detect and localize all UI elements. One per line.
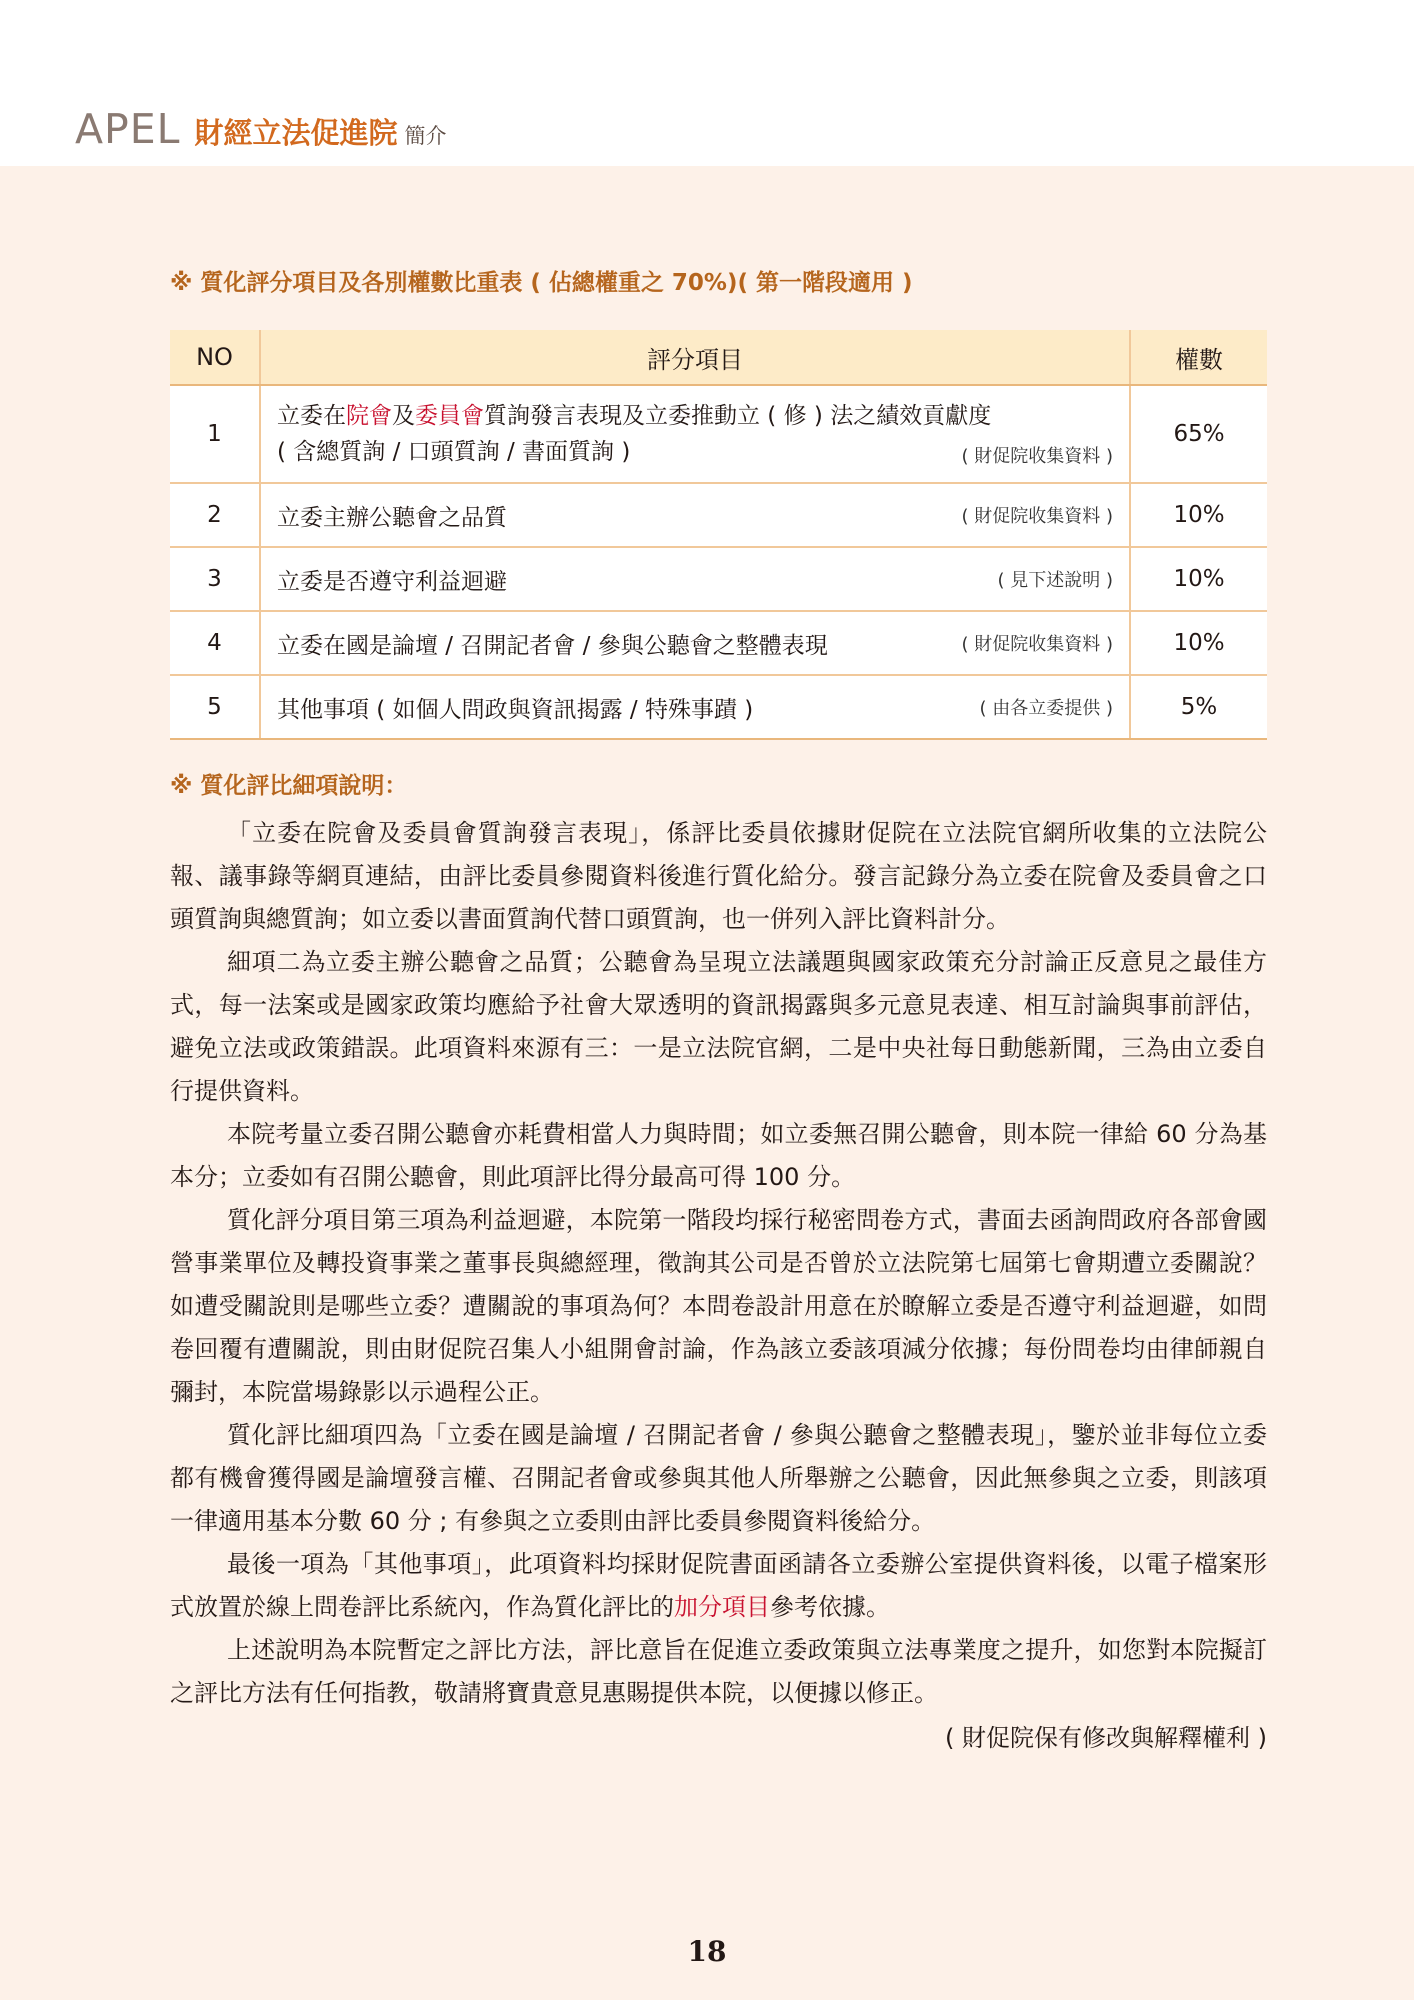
row-no: 2 — [170, 483, 260, 547]
details-body — [170, 812, 1267, 1715]
row-source: ( 財促院收集資料 ) — [961, 634, 1113, 655]
row-no: 1 — [170, 385, 260, 483]
details-title: ※ 質化評比細項說明： — [170, 773, 408, 799]
row-no: 4 — [170, 611, 260, 675]
paragraph-text: 參考依據。 — [770, 1593, 890, 1621]
table-row — [170, 483, 1267, 547]
table-row — [170, 675, 1267, 739]
row-weight: 10% — [1130, 483, 1267, 547]
paragraph: 質化評比細項四為「立委在國是論壇 / 召開記者會 / 參與公聽會之整體表現」，鑒於並非每位立委都有機會獲得國是論壇發言權、召開記者會或參與其他人所舉辦之公聽會，因此無參與之立委，則該項一律適用基本分數 60 分 ; 有參與之立委則由評比委員參閱資料後給分。 — [170, 1421, 1267, 1535]
row-source: ( 財促院收集資料 ) — [961, 446, 1113, 467]
row-weight: 10% — [1130, 547, 1267, 611]
table-row — [170, 385, 1267, 483]
table-row — [170, 611, 1267, 675]
brand-logo-text: APEL — [75, 105, 181, 153]
page-number: 18 — [687, 1935, 727, 1968]
row-source: ( 由各立委提供 ) — [979, 698, 1113, 719]
row-item-text: 立委主辦公聽會之品質 — [277, 504, 507, 531]
row-no: 3 — [170, 547, 260, 611]
header-no: NO — [170, 330, 260, 385]
org-name: 財經立法促進院 — [194, 116, 398, 150]
row-item — [260, 611, 1130, 675]
paragraph: 質化評分項目第三項為利益迴避，本院第一階段均採行秘密問卷方式，書面去函詢問政府各部會國營事業單位及轉投資事業之董事長與總經理，徵詢其公司是否曾於立法院第七屆第七會期遭立委關說？如遭受關說則是哪些立委？遭關說的事項為何？本問卷設計用意在於瞭解立委是否遵守利益迴避，如問卷回覆有遭關說，則由財促院召集人小組開會討論，作為該立委該項減分依據；每份問卷均由律師親自彌封，本院當場錄影以示過程公正。 — [170, 1206, 1267, 1406]
row-item — [260, 547, 1130, 611]
row-item-text: 立委在國是論壇 / 召開記者會 / 參與公聽會之整體表現 — [277, 632, 828, 659]
section-label: 簡介 — [404, 124, 447, 148]
row-item — [260, 385, 1130, 483]
table-row — [170, 547, 1267, 611]
paragraph — [170, 1543, 1267, 1629]
header-item: 評分項目 — [260, 330, 1130, 385]
row-item-line1 — [277, 398, 1115, 434]
table-title: ※ 質化評分項目及各別權數比重表 ( 佔總權重之 70%)( 第一階段適用 ) — [170, 270, 913, 296]
row-item — [260, 483, 1130, 547]
row-item-text: 立委是否遵守利益迴避 — [277, 568, 507, 595]
paragraph: 細項二為立委主辦公聽會之品質；公聽會為呈現立法議題與國家政策充分討論正反意見之最佳方式，每一法案或是國家政策均應給予社會大眾透明的資訊揭露與多元意見表達、相互討論與事前評估，避免立法或政策錯誤。此項資料來源有三：一是立法院官網，二是中央社每日動態新聞，三為由立委自行提供資料。 — [170, 948, 1267, 1105]
item-highlight: 委員會 — [415, 403, 484, 429]
row-source: ( 見下述說明 ) — [997, 570, 1113, 591]
header-weight: 權數 — [1130, 330, 1267, 385]
item-text: 及 — [392, 403, 415, 429]
item-highlight: 院會 — [346, 403, 392, 429]
row-item — [260, 675, 1130, 739]
item-text: 立委在 — [277, 403, 346, 429]
paragraph-text: 最後一項為「其他事項」，此項資料均採財促院書面函請各立委辦公室提供資料後，以電子檔案形式放置於線上問卷評比系統內，作為質化評比的 — [170, 1550, 1267, 1621]
header-brand — [75, 105, 447, 153]
row-weight: 5% — [1130, 675, 1267, 739]
paragraph: 本院考量立委召開公聽會亦耗費相當人力與時間；如立委無召開公聽會，則本院一律給 60 分為基本分；立委如有召開公聽會，則此項評比得分最高可得 100 分。 — [170, 1120, 1267, 1191]
row-source: ( 財促院收集資料 ) — [961, 506, 1113, 527]
row-item-line2: ( 含總質詢 / 口頭質詢 / 書面質詢 ) — [277, 439, 631, 465]
table-header-row — [170, 330, 1267, 385]
page-header — [0, 0, 1414, 166]
rights-note: ( 財促院保有修改與解釋權利 ) — [945, 1724, 1267, 1752]
row-no: 5 — [170, 675, 260, 739]
paragraph: 「立委在院會及委員會質詢發言表現」，係評比委員依據財促院在立法院官網所收集的立法院公報、議事錄等網頁連結，由評比委員參閱資料後進行質化給分。發言記錄分為立委在院會及委員會之口頭質詢與總質詢；如立委以書面質詢代替口頭質詢，也一併列入評比資料計分。 — [170, 819, 1267, 933]
scoring-table — [170, 330, 1267, 740]
bonus-highlight: 加分項目 — [674, 1593, 770, 1621]
item-text: 質詢發言表現及立委推動立 ( 修 ) 法之績效貢獻度 — [484, 403, 992, 429]
row-weight: 10% — [1130, 611, 1267, 675]
paragraph: 上述說明為本院暫定之評比方法，評比意旨在促進立委政策與立法專業度之提升，如您對本院擬訂之評比方法有任何指教，敬請將寶貴意見惠賜提供本院，以便據以修正。 — [170, 1636, 1267, 1707]
row-item-text: 其他事項 ( 如個人問政與資訊揭露 / 特殊事蹟 ) — [277, 696, 754, 723]
row-weight: 65% — [1130, 385, 1267, 483]
